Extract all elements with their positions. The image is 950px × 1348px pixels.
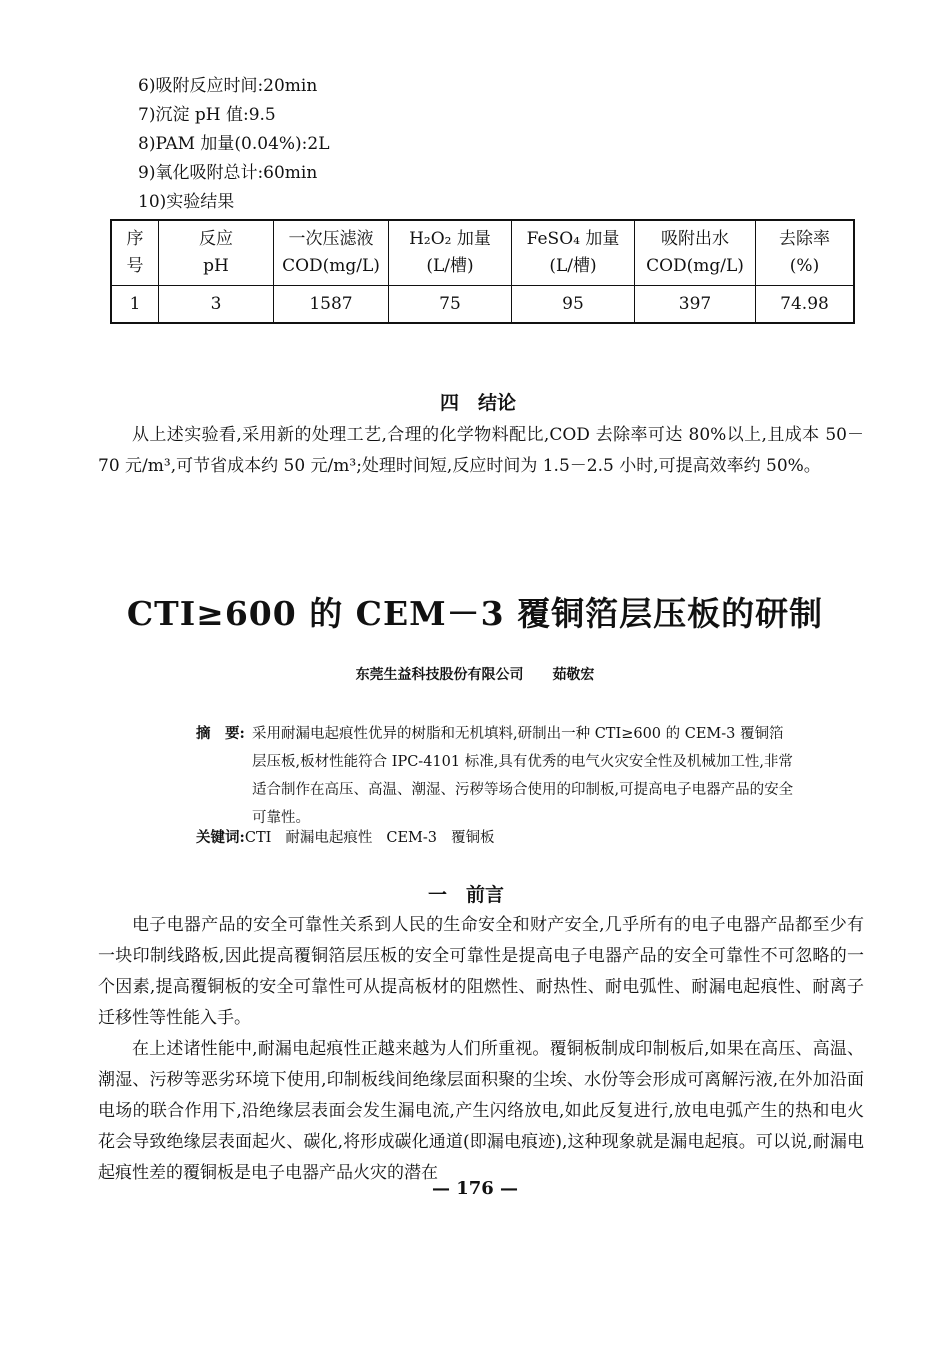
table-cell: 74.98	[756, 286, 855, 324]
header-cell: H₂O₂ 加量 (L/槽)	[389, 220, 512, 286]
experiment-parameters	[138, 72, 330, 217]
param-item: 10)实验结果	[138, 192, 235, 212]
conclusion-paragraph: 从上述实验看,采用新的处理工艺,合理的化学物料配比,COD 去除率可达 80%以上,且成本 50－70 元/m³,可节省成本约 50 元/m³;处理时间短,反应时间为 1.5－2.5 小时,可提高效率约 50%。	[98, 425, 864, 476]
keywords-label: 关键词:	[196, 829, 245, 846]
company-name: 东莞生益科技股份有限公司	[355, 667, 524, 683]
keyword: CTI	[244, 830, 272, 846]
abstract	[196, 720, 796, 832]
param-item: 9)氧化吸附总计:60min	[138, 163, 318, 183]
table-cell: 75	[389, 286, 512, 324]
preface-paragraph: 电子电器产品的安全可靠性关系到人民的生命安全和财产安全,几乎所有的电子电器产品都至少有一块印制线路板,因此提高覆铜箔层压板的安全可靠性是提高电子电器产品的安全可靠性不可忽略的一个因素,提高覆铜板的安全可靠性可从提高板材的阻燃性、耐热性、耐电弧性、耐漏电起痕性、耐离子迁移性等性能入手。	[98, 915, 864, 1028]
header-cell: FeSO₄ 加量 (L/槽)	[512, 220, 635, 286]
abstract-label: 摘 要:	[196, 725, 245, 742]
keyword: 耐漏电起痕性	[285, 830, 373, 846]
table-cell: 397	[635, 286, 756, 324]
header-cell: 吸附出水 COD(mg/L)	[635, 220, 756, 286]
keywords	[196, 826, 509, 847]
table-header-row	[111, 220, 854, 286]
keyword: 覆铜板	[451, 830, 495, 846]
preface-heading: 一 前言	[428, 884, 505, 906]
param-item: 6)吸附反应时间:20min	[138, 76, 318, 96]
table-cell: 1	[111, 286, 159, 324]
byline	[0, 664, 950, 684]
header-cell: 去除率 (%)	[756, 220, 855, 286]
results-table	[110, 219, 855, 324]
table-cell: 95	[512, 286, 635, 324]
page-number: — 176 —	[431, 1178, 519, 1199]
header-cell: 序 号	[111, 220, 159, 286]
keyword: CEM-3	[386, 830, 438, 846]
article-title: CTI≥600 的 CEM－3 覆铜箔层压板的研制	[126, 594, 824, 633]
conclusion-heading: 四 结论	[440, 392, 517, 414]
table-cell: 1587	[274, 286, 389, 324]
param-item: 8)PAM 加量(0.04%):2L	[138, 134, 330, 154]
table-cell: 3	[159, 286, 274, 324]
header-cell: 反应 pH	[159, 220, 274, 286]
preface-body	[98, 910, 864, 1189]
param-item: 7)沉淀 pH 值:9.5	[138, 105, 276, 125]
header-cell: 一次压滤液 COD(mg/L)	[274, 220, 389, 286]
author-name: 茹敬宏	[552, 667, 595, 683]
preface-paragraph: 在上述诸性能中,耐漏电起痕性正越来越为人们所重视。覆铜板制成印制板后,如果在高压、高温、潮湿、污秽等恶劣环境下使用,印制板线间绝缘层面积聚的尘埃、水份等会形成可离解污液,在外加沿面电场的联合作用下,沿绝缘层表面会发生漏电流,产生闪络放电,如此反复进行,放电电弧产生的热和电火花会导致绝缘层表面起火、碳化,将形成碳化通道(即漏电痕迹),这种现象就是漏电起痕。可以说,耐漏电起痕性差的覆铜板是电子电器产品火灾的潜在	[98, 1039, 864, 1183]
abstract-text: 采用耐漏电起痕性优异的树脂和无机填料,研制出一种 CTI≥600 的 CEM-3 覆铜箔层压板,板材性能符合 IPC-4101 标准,具有优秀的电气火灾安全性及机械加工性,非常适合制作在高压、高温、潮湿、污秽等场合使用的印制板,可提高电子电器产品的安全可靠性。	[252, 726, 794, 826]
table-row	[111, 286, 854, 324]
